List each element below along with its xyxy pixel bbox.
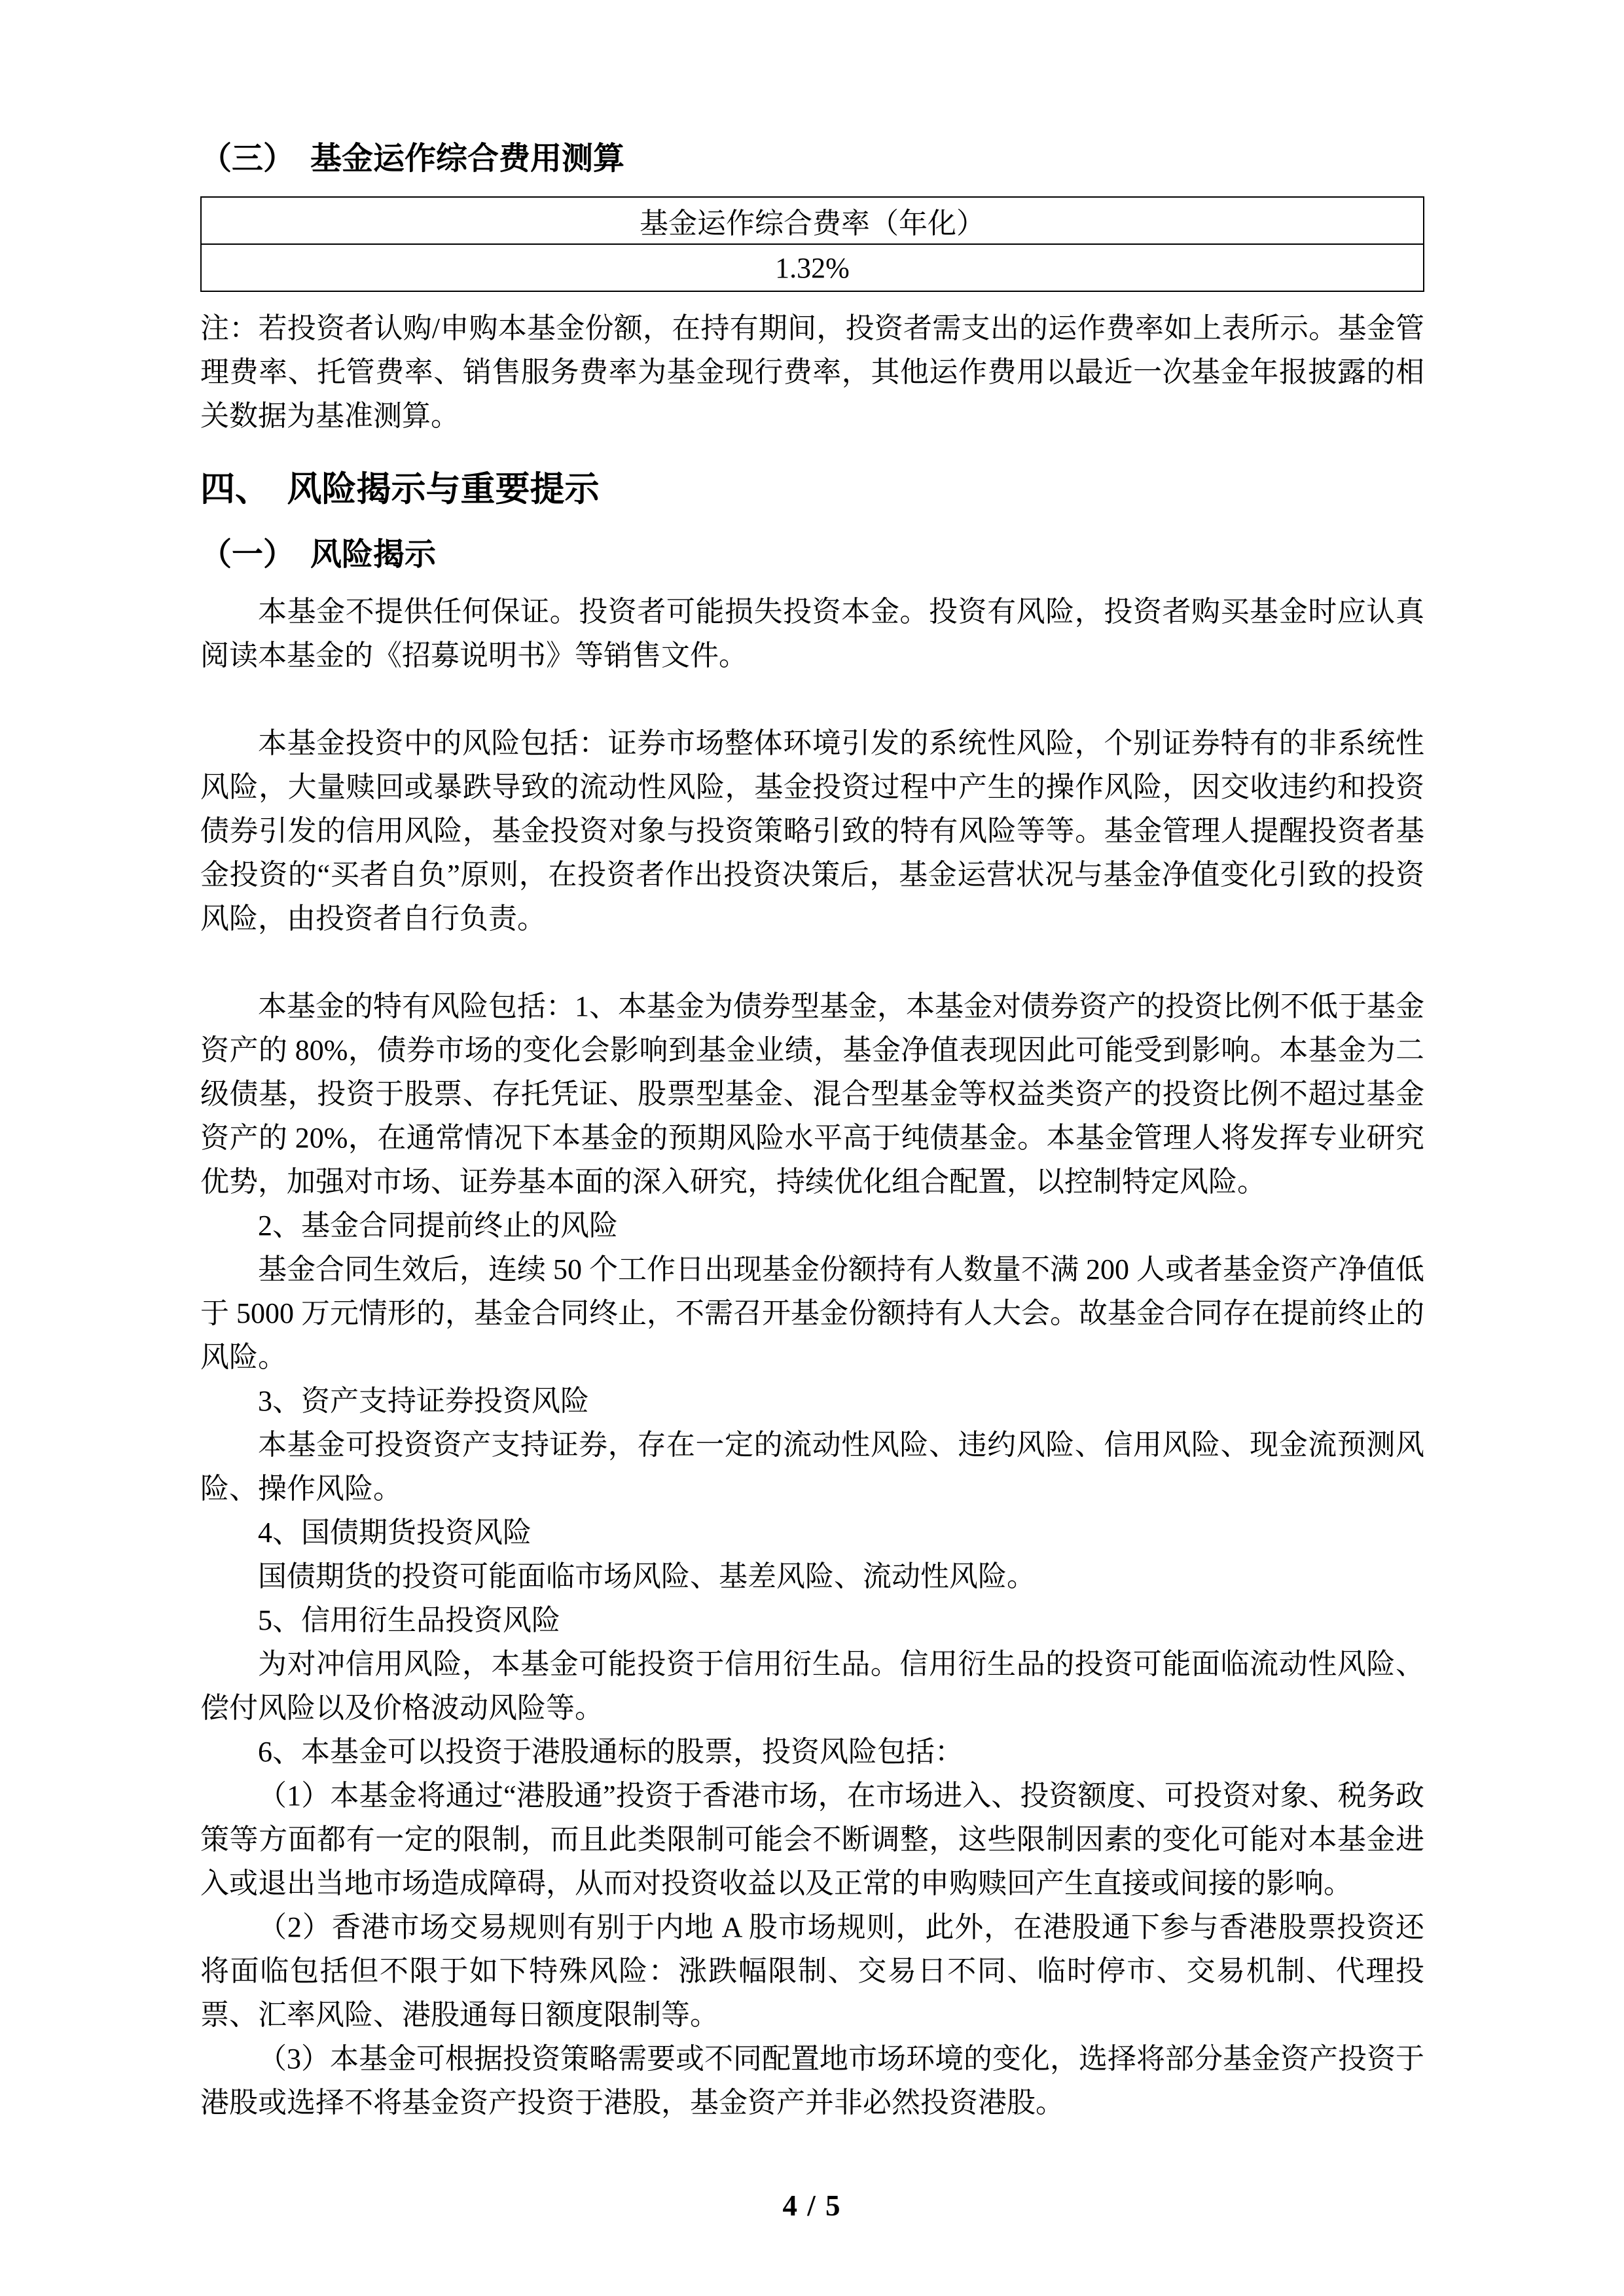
table-row <box>201 244 1424 291</box>
section4-heading: 四、 风险揭示与重要提示 <box>200 471 600 509</box>
risk-paragraph: 国债期货的投资可能面临市场风险、基差风险、流动性风险。 <box>258 1560 1036 1592</box>
risk-paragraph: 本基金投资中的风险包括：证券市场整体环境引发的系统性风险，个别证券特有的非系统性风险，大量赎回或暴跌导致的流动性风险，基金投资过程中产生的操作风险，因交收违约和投资债券引发的信用风险，基金投资对象与投资策略引致的特有风险等等。基金管理人提醒投资者基金投资的“买者自负”原则，在投资者作出投资决策后，基金运营状况与基金净值变化引致的投资风险，由投资者自行负责。 <box>200 727 1424 935</box>
risk-paragraph: 为对冲信用风险，本基金可能投资于信用衍生品。信用衍生品的投资可能面临流动性风险、偿付风险以及价格波动风险等。 <box>200 1648 1424 1724</box>
risk-paragraph: 5、信用衍生品投资风险 <box>258 1604 560 1636</box>
page-content <box>200 0 1424 2125</box>
risk-paragraph: 6、本基金可以投资于港股通标的股票，投资风险包括： <box>258 1736 964 1768</box>
fee-note-paragraph: 注：若投资者认购/申购本基金份额，在持有期间，投资者需支出的运作费率如上表所示。基金管理费率、托管费率、销售服务费率为基金现行费率，其他运作费用以最近一次基金年报披露的相关数据为基准测算。 <box>200 312 1424 432</box>
risk-paragraph: （1）本基金将通过“港股通”投资于香港市场，在市场进入、投资额度、可投资对象、税务政策等方面都有一定的限制，而且此类限制可能会不断调整，这些限制因素的变化可能对本基金进入或退出当地市场造成障碍，从而对投资收益以及正常的申购赎回产生直接或间接的影响。 <box>200 1780 1424 1899</box>
risk-paragraph: 3、资产支持证券投资风险 <box>258 1385 589 1417</box>
risk-paragraph: 本基金的特有风险包括：1、本基金为债券型基金，本基金对债券资产的投资比例不低于基金资产的 80%，债券市场的变化会影响到基金业绩，基金净值表现因此可能受到影响。本基金为二级债基，投资于股票、存托凭证、股票型基金、混合型基金等权益类资产的投资比例不超过基金资产的 20%，在通常情况下本基金的预期风险水平高于纯债基金。本基金管理人将发挥专业研究优势，加强对市场、证券基本面的深入研究，持续优化组合配置，以控制特定风险。 <box>200 990 1424 1198</box>
risk-paragraph: （2）香港市场交易规则有别于内地 A 股市场规则，此外，在港股通下参与香港股票投资还将面临包括但不限于如下特殊风险：涨跌幅限制、交易日不同、临时停市、交易机制、代理投票、汇率风险、港股通每日额度限制等。 <box>200 1911 1424 2031</box>
risk-paragraph: 2、基金合同提前终止的风险 <box>258 1210 618 1242</box>
page-number: 4 / 5 <box>782 2189 842 2222</box>
table-row <box>201 197 1424 244</box>
fee-rate-table <box>200 196 1424 292</box>
risk-paragraph: 本基金不提供任何保证。投资者可能损失投资本金。投资有风险，投资者购买基金时应认真阅读本基金的《招募说明书》等销售文件。 <box>200 596 1424 672</box>
fee-table-header-cell: 基金运作综合费率（年化） <box>201 197 1424 244</box>
risk-paragraphs <box>200 590 1424 2125</box>
section3-heading: （三） 基金运作综合费用测算 <box>200 141 625 176</box>
fee-table-value-cell: 1.32% <box>201 244 1424 291</box>
risk-paragraph: 基金合同生效后，连续 50 个工作日出现基金份额持有人数量不满 200 人或者基金资产净值低于 5000 万元情形的，基金合同终止，不需召开基金份额持有人大会。故基金合同存在提前终止的风险。 <box>200 1253 1424 1373</box>
risk-paragraph: 本基金可投资资产支持证券，存在一定的流动性风险、违约风险、信用风险、现金流预测风险、操作风险。 <box>200 1429 1424 1505</box>
risk-paragraph: （3）本基金可根据投资策略需要或不同配置地市场环境的变化，选择将部分基金资产投资于港股或选择不将基金资产投资于港股，基金资产并非必然投资港股。 <box>200 2043 1424 2119</box>
risk-disclosure-heading: （一） 风险揭示 <box>200 537 437 572</box>
risk-paragraph: 4、国债期货投资风险 <box>258 1516 532 1549</box>
